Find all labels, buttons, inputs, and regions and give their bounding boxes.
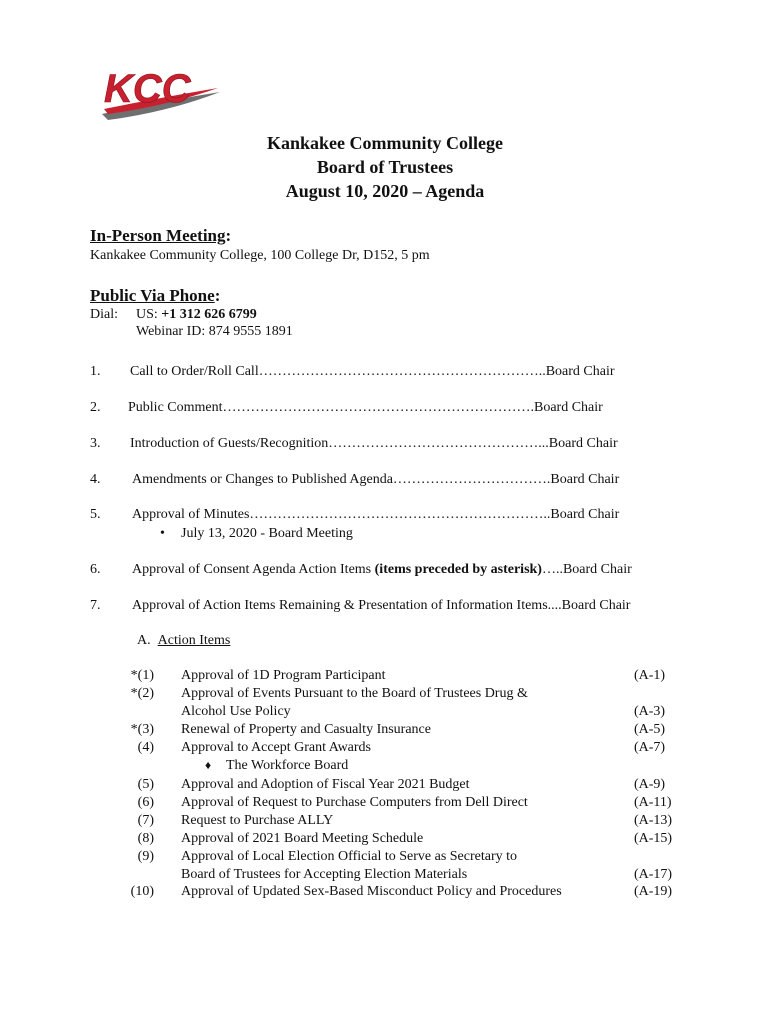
action-1-number: *(1) bbox=[130, 668, 154, 683]
action-5-text: Approval and Adoption of Fiscal Year 2021 Budget bbox=[181, 777, 470, 792]
action-2-number: *(2) bbox=[130, 686, 154, 701]
phone-colon: : bbox=[214, 286, 221, 305]
workforce-board-text: The Workforce Board bbox=[226, 758, 349, 773]
action-9-ref: (A-17) bbox=[634, 867, 673, 882]
webinar-id: Webinar ID: 874 9555 1891 bbox=[136, 324, 293, 339]
action-5-number: (5) bbox=[137, 777, 154, 792]
action-5-ref: (A-9) bbox=[634, 777, 666, 792]
action-8-text: Approval of 2021 Board Meeting Schedule bbox=[181, 831, 424, 846]
phone-number: +1 312 626 6799 bbox=[161, 307, 257, 322]
item-4-text: Amendments or Changes to Published Agenda…………………………….Board Chair bbox=[132, 472, 620, 487]
dial-number-line bbox=[136, 307, 257, 323]
action-items-letter: A. bbox=[137, 633, 151, 648]
title-college: Kankakee Community College bbox=[267, 133, 503, 153]
in-person-heading-text: In-Person Meeting bbox=[90, 226, 226, 245]
dial-label: Dial: bbox=[90, 307, 118, 322]
action-9-number: (9) bbox=[137, 849, 154, 864]
action-3-ref: (A-5) bbox=[634, 722, 666, 737]
action-4-number: (4) bbox=[137, 740, 154, 755]
title-date: August 10, 2020 – Agenda bbox=[285, 181, 485, 201]
action-7-number: (7) bbox=[137, 813, 154, 828]
action-9-text: Approval of Local Election Official to Serve as Secretary to bbox=[181, 849, 518, 864]
diamond-bullet-icon: ♦ bbox=[205, 758, 212, 772]
action-10-text: Approval of Updated Sex-Based Misconduct Policy and Procedures bbox=[181, 884, 562, 899]
item-6-text-a: Approval of Consent Agenda Action Items bbox=[132, 562, 375, 577]
action-items-heading bbox=[137, 633, 230, 649]
item-6-text-bold: (items preceded by asterisk) bbox=[374, 562, 542, 577]
action-items-title: Action Items bbox=[157, 633, 231, 648]
item-1-number: 1. bbox=[90, 364, 101, 379]
kcc-logo bbox=[98, 62, 223, 128]
action-8-number: (8) bbox=[137, 831, 154, 846]
action-6-text: Approval of Request to Purchase Computers from Dell Direct bbox=[181, 795, 528, 810]
phone-heading-text: Public Via Phone bbox=[90, 286, 215, 305]
action-8-ref: (A-15) bbox=[634, 831, 673, 846]
action-7-text: Request to Purchase ALLY bbox=[181, 813, 334, 828]
item-5-text: Approval of Minutes………………………………………………………..Board Chair bbox=[132, 507, 620, 522]
action-6-number: (6) bbox=[137, 795, 154, 810]
item-5-number: 5. bbox=[90, 507, 101, 522]
item-7-text: Approval of Action Items Remaining & Presentation of Information Items....Board Chair bbox=[132, 598, 631, 613]
minutes-bullet-icon: • bbox=[160, 526, 165, 541]
action-1-text: Approval of 1D Program Participant bbox=[181, 668, 386, 683]
action-4-ref: (A-7) bbox=[634, 740, 666, 755]
action-9-text-line2: Board of Trustees for Accepting Election Materials bbox=[181, 867, 468, 882]
action-2-text: Approval of Events Pursuant to the Board of Trustees Drug & bbox=[181, 686, 528, 701]
item-7-number: 7. bbox=[90, 598, 101, 613]
minutes-bullet-text: July 13, 2020 - Board Meeting bbox=[181, 526, 353, 541]
in-person-location: Kankakee Community College, 100 College Dr, D152, 5 pm bbox=[90, 248, 430, 263]
item-3-number: 3. bbox=[90, 436, 101, 451]
item-1-text: Call to Order/Roll Call……………………………………………………..Board Chair bbox=[130, 364, 615, 379]
item-6-text bbox=[132, 562, 632, 578]
action-2-text-line2: Alcohol Use Policy bbox=[181, 704, 291, 719]
in-person-heading bbox=[90, 226, 231, 246]
title-board: Board of Trustees bbox=[316, 157, 454, 177]
action-2-ref: (A-3) bbox=[634, 704, 666, 719]
action-3-text: Renewal of Property and Casualty Insurance bbox=[181, 722, 431, 737]
svg-text:KCC: KCC bbox=[104, 67, 191, 111]
action-10-number: (10) bbox=[130, 884, 154, 899]
in-person-colon: : bbox=[225, 226, 232, 245]
action-6-ref: (A-11) bbox=[634, 795, 672, 810]
us-label: US: bbox=[136, 307, 162, 322]
action-10-ref: (A-19) bbox=[634, 884, 673, 899]
item-3-text: Introduction of Guests/Recognition………………………………………...Board Chair bbox=[130, 436, 618, 451]
item-6-number: 6. bbox=[90, 562, 101, 577]
action-4-text: Approval to Accept Grant Awards bbox=[181, 740, 371, 755]
action-7-ref: (A-13) bbox=[634, 813, 673, 828]
item-4-number: 4. bbox=[90, 472, 101, 487]
item-6-text-c: …..Board Chair bbox=[541, 562, 632, 577]
phone-heading bbox=[90, 286, 220, 306]
item-2-number: 2. bbox=[90, 400, 101, 415]
action-1-ref: (A-1) bbox=[634, 668, 666, 683]
item-2-text: Public Comment………………………………………………………….Board Chair bbox=[128, 400, 603, 415]
action-3-number: *(3) bbox=[130, 722, 154, 737]
